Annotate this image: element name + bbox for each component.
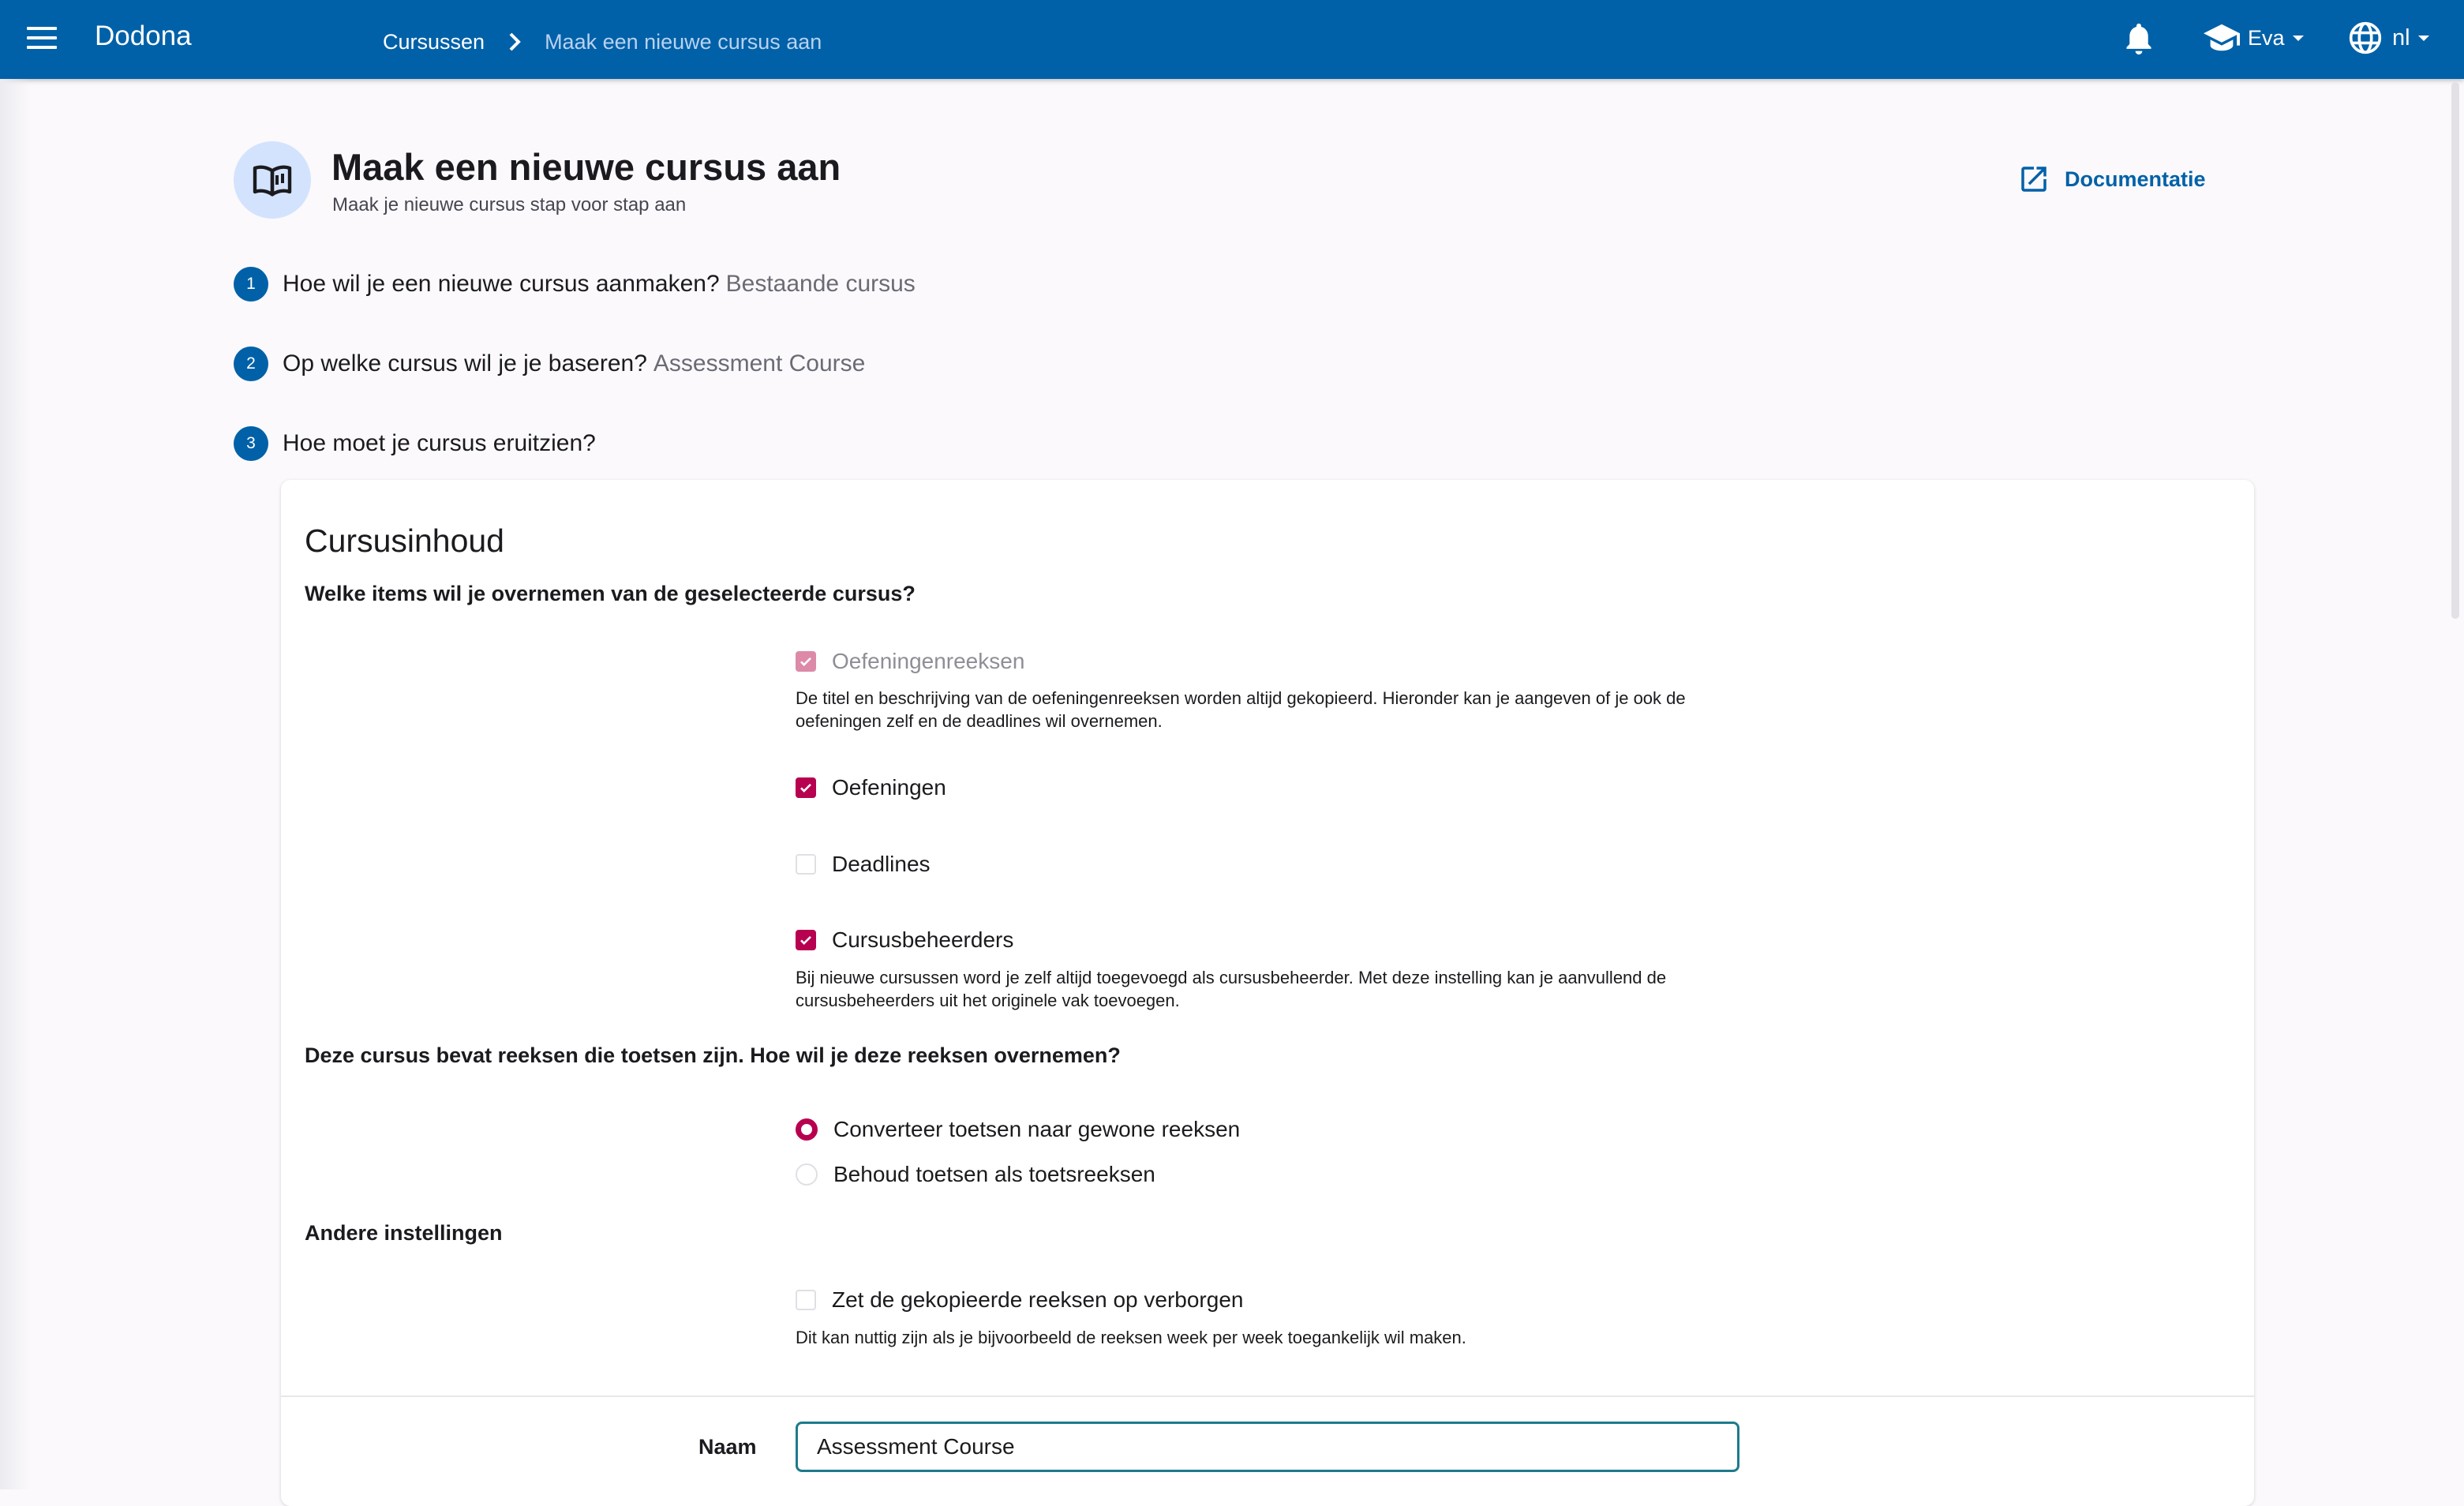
step-question: Op welke cursus wil je je baseren? xyxy=(283,350,647,376)
checkbox-hide-series-box[interactable] xyxy=(796,1290,816,1310)
top-app-bar xyxy=(0,0,2464,79)
radio-keep-tests-dot[interactable] xyxy=(796,1163,818,1186)
checkbox-course-admins-label: Cursusbeheerders xyxy=(832,927,1014,952)
radio-convert-tests-dot[interactable] xyxy=(796,1118,818,1141)
language-dropdown-caret-icon xyxy=(2418,36,2429,41)
card-divider xyxy=(281,1395,2254,1397)
step-number: 3 xyxy=(234,426,268,461)
step-answer: Assessment Course xyxy=(653,350,866,376)
documentation-label: Documentatie xyxy=(2065,167,2206,191)
radio-keep-tests-label: Behoud toetsen als toetsreeksen xyxy=(833,1162,1155,1186)
tests-question: Deze cursus bevat reeksen die toetsen zijn. Hoe wil je deze reeksen overnemen? xyxy=(305,1043,1121,1067)
radio-convert-tests[interactable] xyxy=(796,1117,1240,1142)
open-in-new-icon xyxy=(2017,163,2050,196)
items-question: Welke items wil je overnemen van de geselecteerde cursus? xyxy=(305,582,916,605)
user-menu[interactable] xyxy=(2204,22,2304,54)
page-subtitle: Maak je nieuwe cursus stap voor stap aan xyxy=(332,194,687,215)
checkbox-series xyxy=(796,649,1024,674)
checkbox-exercises-label: Oefeningen xyxy=(832,775,946,800)
checkbox-course-admins-box[interactable] xyxy=(796,930,816,950)
step-1[interactable] xyxy=(234,267,916,302)
checkbox-deadlines-label: Deadlines xyxy=(832,852,931,876)
globe-icon xyxy=(2348,21,2383,55)
course-book-icon xyxy=(234,141,311,219)
name-input[interactable]: Assessment Course xyxy=(796,1422,1739,1472)
breadcrumb-courses-link[interactable]: Cursussen xyxy=(383,29,485,54)
documentation-link[interactable] xyxy=(2017,163,2206,196)
hide-series-help-text: Dit kan nuttig zijn als je bijvoorbeeld de reeksen week per week toegankelijk wil maken. xyxy=(796,1328,1466,1347)
series-help-text: De titel en beschrijving van de oefeningenreeksen worden altijd gekopieerd. Hieronder kan je aangeven of je ook de oefeningen zelf en de deadlines wil overnemen. xyxy=(796,688,1686,731)
other-settings-heading: Andere instellingen xyxy=(305,1221,503,1245)
checkbox-deadlines[interactable] xyxy=(796,852,931,877)
step-question: Hoe moet je cursus eruitzien? xyxy=(283,430,596,456)
checkbox-series-box xyxy=(796,651,816,672)
menu-icon[interactable] xyxy=(27,27,57,52)
step-answer: Bestaande cursus xyxy=(725,271,916,297)
checkbox-deadlines-box[interactable] xyxy=(796,854,816,875)
chevron-right-icon xyxy=(499,26,530,58)
step-number: 2 xyxy=(234,347,268,381)
checkbox-exercises[interactable] xyxy=(796,775,946,800)
language-menu[interactable] xyxy=(2348,21,2429,55)
page-title: Maak een nieuwe cursus aan xyxy=(331,146,841,188)
card-title: Cursusinhoud xyxy=(305,523,504,559)
step-question: Hoe wil je een nieuwe cursus aanmaken? xyxy=(283,271,720,297)
brand-link[interactable]: Dodona xyxy=(95,21,192,51)
graduation-cap-icon xyxy=(2204,22,2240,54)
language-label: nl xyxy=(2392,24,2410,51)
step-2[interactable] xyxy=(234,347,865,381)
radio-convert-tests-label: Converteer toetsen naar gewone reeksen xyxy=(833,1117,1241,1141)
page-edge-shadow xyxy=(0,79,32,1489)
notifications-bell-icon[interactable] xyxy=(2121,21,2156,58)
checkbox-course-admins[interactable] xyxy=(796,927,1013,953)
name-field-label: Naam xyxy=(698,1435,757,1459)
checkbox-series-label: Oefeningenreeksen xyxy=(832,649,1025,673)
breadcrumb-current: Maak een nieuwe cursus aan xyxy=(545,29,822,54)
course-admins-help-text: Bij nieuwe cursussen word je zelf altijd toegevoegd als cursusbeheerder. Met deze instelling kan je aanvullend de cursusbeheerders uit het originele vak toevoegen. xyxy=(796,968,1667,1010)
checkbox-hide-series-label: Zet de gekopieerde reeksen op verborgen xyxy=(832,1287,1244,1312)
checkbox-exercises-box[interactable] xyxy=(796,777,816,798)
page-scrollbar[interactable] xyxy=(2451,82,2459,619)
step-3 xyxy=(234,426,596,461)
step-number: 1 xyxy=(234,267,268,302)
user-name: Eva xyxy=(2248,25,2285,50)
radio-keep-tests[interactable] xyxy=(796,1162,1155,1187)
user-dropdown-caret-icon xyxy=(2293,36,2304,41)
breadcrumb xyxy=(383,26,822,58)
checkbox-hide-series[interactable] xyxy=(796,1287,1243,1313)
